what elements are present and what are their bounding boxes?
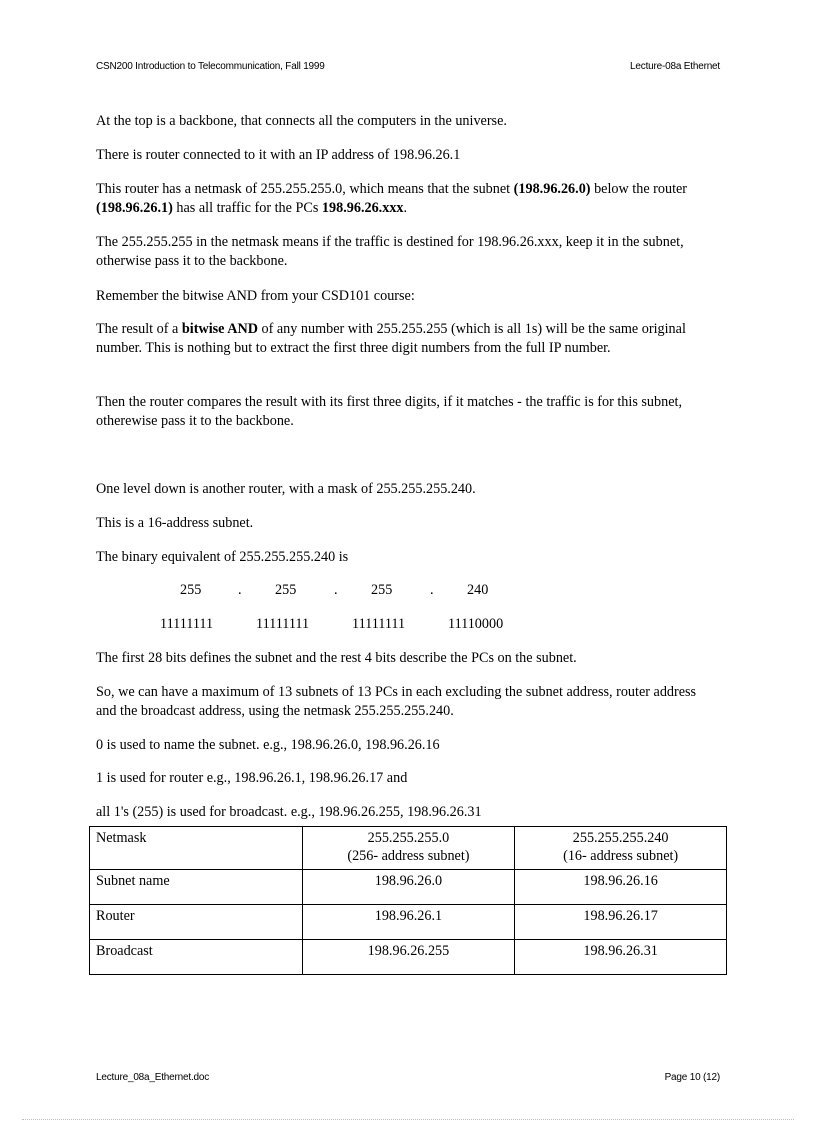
decimal-octet-3: 255 <box>371 582 393 598</box>
mask-value: 255.255.255.0 <box>367 830 450 846</box>
cell-value: 198.96.26.31 <box>515 940 727 975</box>
page-bottom-border <box>22 1119 794 1120</box>
table-row <box>90 870 727 905</box>
paragraph-subnet-name: 0 is used to name the subnet. e.g., 198.96.26.0, 198.96.26.16 <box>96 737 440 753</box>
paragraph-16-address: This is a 16-address subnet. <box>96 515 254 531</box>
bold-pcs-range: 198.96.26.xxx <box>321 200 404 216</box>
cell-value: 198.96.26.255 <box>302 940 515 975</box>
paragraph-max-subnets: So, we can have a maximum of 13 subnets of 13 PCs in each excluding the subnet address, router address and the broadcast address, using the netmask 255.255.255.240. <box>96 684 697 719</box>
bold-subnet: (198.96.26.0) <box>513 181 591 197</box>
text-run: The result of a <box>96 321 182 337</box>
paragraph-bitwise-intro: Remember the bitwise AND from your CSD101 course: <box>96 288 415 304</box>
bold-bitwise-and: bitwise AND <box>181 321 258 337</box>
text-run: of any number with 255.255.255 (which is all 1s) will be the same original number. This is nothing but to extract the first three digit numbers from the full IP number. <box>96 321 686 356</box>
cell-value: 198.96.26.1 <box>302 905 515 940</box>
paragraph-router-compare: Then the router compares the result with its first three digits, if it matches - the traffic is for this subnet, otherewise pass it to the backbone. <box>96 394 683 429</box>
paragraph-28-bits: The first 28 bits defines the subnet and the rest 4 bits describe the PCs on the subnet. <box>96 650 577 666</box>
table-row <box>90 940 727 975</box>
text-run: . <box>403 200 408 216</box>
binary-octet-2: 11111111 <box>256 616 310 632</box>
bold-router-ip: (198.96.26.1) <box>96 200 173 216</box>
binary-octet-4: 11110000 <box>448 616 504 632</box>
dot-separator: . <box>430 582 434 598</box>
text-run: This router has a netmask of 255.255.255.0, which means that the subnet <box>96 181 514 197</box>
paragraph-binary-equivalent: The binary equivalent of 255.255.255.240 is <box>96 549 349 565</box>
netmask-comparison-table <box>89 826 727 975</box>
header-mask-16 <box>515 827 727 870</box>
header-mask-256 <box>302 827 515 870</box>
mask-note: (256- address subnet) <box>347 848 470 864</box>
paragraph-netmask <box>96 180 706 218</box>
paragraph-bitwise-result <box>96 320 711 358</box>
decimal-octet-1: 255 <box>180 582 202 598</box>
footer-filename: Lecture_08a_Ethernet.doc <box>96 1072 210 1083</box>
decimal-octet-2: 255 <box>275 582 297 598</box>
table-row <box>90 905 727 940</box>
mask-value: 255.255.255.240 <box>572 830 669 846</box>
paragraph-second-router: One level down is another router, with a mask of 255.255.255.240. <box>96 481 476 497</box>
paragraph-broadcast: all 1's (255) is used for broadcast. e.g., 198.96.26.255, 198.96.26.31 <box>96 804 482 820</box>
header-lecture-title: Lecture-08a Ethernet <box>630 61 720 72</box>
paragraph-netmask-meaning: The 255.255.255 in the netmask means if the traffic is destined for 198.96.26.xxx, keep it in the subnet, otherwise pass it to the backbone. <box>96 234 684 269</box>
mask-note: (16- address subnet) <box>563 848 679 864</box>
header-course-title: CSN200 Introduction to Telecommunication, Fall 1999 <box>96 61 325 72</box>
binary-octet-1: 11111111 <box>160 616 214 632</box>
cell-value: 198.96.26.0 <box>302 870 515 905</box>
text-run: has all traffic for the PCs <box>172 200 322 216</box>
dot-separator: . <box>238 582 242 598</box>
cell-value: 198.96.26.16 <box>515 870 727 905</box>
paragraph-router-address: 1 is used for router e.g., 198.96.26.1, 198.96.26.17 and <box>96 770 408 786</box>
row-label: Broadcast <box>90 940 303 975</box>
row-label: Subnet name <box>90 870 303 905</box>
cell-value: 198.96.26.17 <box>515 905 727 940</box>
binary-octet-3: 11111111 <box>352 616 406 632</box>
table-header-row <box>90 827 727 870</box>
row-label: Router <box>90 905 303 940</box>
text-run: below the router <box>590 181 688 197</box>
paragraph-router-ip: There is router connected to it with an IP address of 198.96.26.1 <box>96 147 461 163</box>
decimal-octet-4: 240 <box>467 582 489 598</box>
header-label-netmask: Netmask <box>90 827 303 870</box>
dot-separator: . <box>334 582 338 598</box>
footer-page-number: Page 10 (12) <box>664 1072 720 1083</box>
paragraph-backbone: At the top is a backbone, that connects all the computers in the universe. <box>96 113 507 129</box>
